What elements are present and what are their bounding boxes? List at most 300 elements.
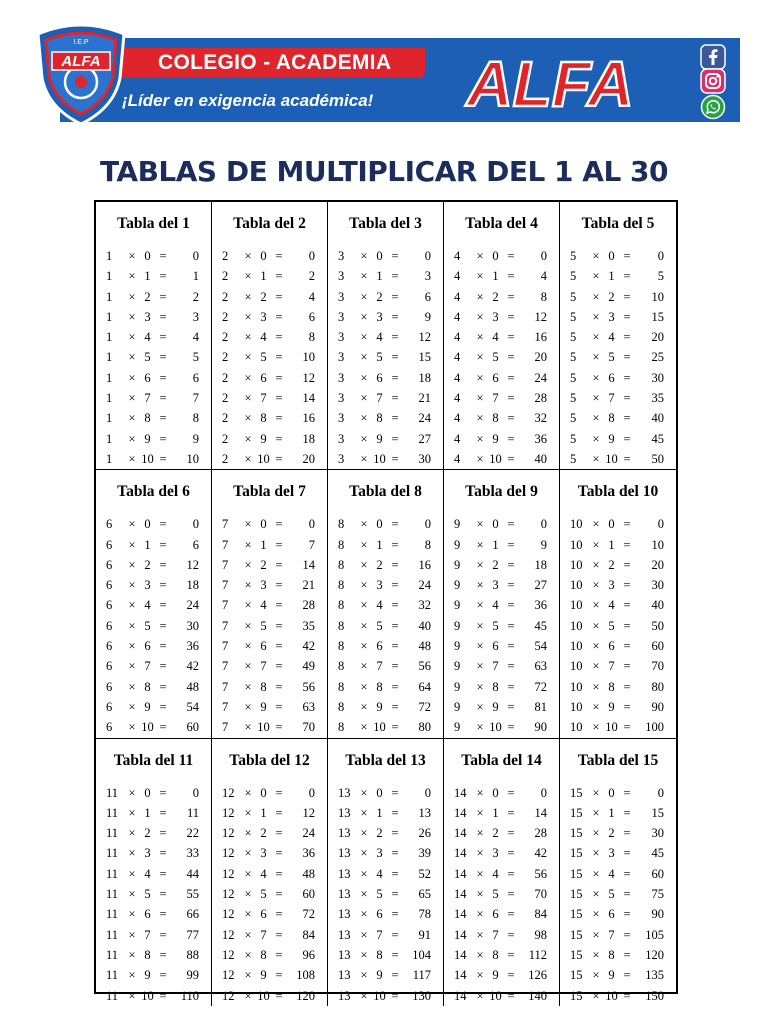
product: 22	[186, 826, 199, 841]
equals-sign: =	[623, 720, 631, 735]
multiplicand: 10	[570, 537, 583, 552]
multiplicand: 8	[338, 720, 345, 735]
equals-sign: =	[507, 947, 515, 962]
times-sign: ×	[476, 659, 484, 674]
equals-sign: =	[507, 907, 515, 922]
equals-sign: =	[391, 269, 399, 284]
table-row	[564, 449, 672, 469]
multiplier: 3	[144, 578, 151, 593]
times-sign: ×	[244, 846, 252, 861]
multiplier: 10	[373, 451, 386, 466]
product: 13	[418, 805, 431, 820]
product: 70	[651, 659, 664, 674]
equals-sign: =	[623, 249, 631, 263]
times-sign: ×	[128, 411, 136, 426]
times-sign: ×	[244, 557, 252, 572]
equals-sign: =	[275, 907, 283, 922]
multiplier: 2	[376, 289, 383, 304]
table-row	[100, 965, 207, 985]
table-row	[216, 555, 323, 575]
equals-sign: =	[275, 249, 283, 263]
product: 42	[534, 846, 547, 861]
product: 0	[192, 785, 199, 800]
multiplicand: 5	[570, 269, 577, 284]
equals-sign: =	[391, 846, 399, 861]
times-sign: ×	[476, 907, 484, 922]
multiplicand: 15	[570, 988, 583, 1003]
multiplier: 9	[144, 699, 151, 714]
equals-sign: =	[507, 391, 515, 406]
table-row	[332, 449, 439, 469]
times-sign: ×	[592, 947, 600, 962]
product: 33	[186, 846, 199, 861]
table-row	[448, 864, 555, 884]
equals-sign: =	[623, 947, 631, 962]
multiplicand: 13	[338, 927, 351, 942]
equals-sign: =	[507, 805, 515, 820]
table-row	[564, 307, 672, 327]
times-sign: ×	[360, 866, 368, 881]
table-row	[564, 266, 672, 286]
equals-sign: =	[507, 370, 515, 385]
multiplicand: 6	[106, 699, 113, 714]
product: 40	[651, 598, 664, 613]
times-sign: ×	[476, 639, 484, 654]
multiplicand: 3	[338, 309, 345, 324]
multiplier: 4	[608, 866, 615, 881]
multiplicand: 9	[454, 699, 461, 714]
multiplicand: 5	[570, 451, 577, 466]
multiplicand: 15	[570, 785, 583, 800]
times-sign: ×	[592, 269, 600, 284]
table-row	[216, 307, 323, 327]
equals-sign: =	[275, 289, 283, 304]
equals-sign: =	[507, 659, 515, 674]
multiplier: 8	[608, 411, 615, 426]
table-row	[100, 656, 207, 676]
table-block	[96, 202, 212, 470]
multiplicand: 10	[570, 659, 583, 674]
equals-sign: =	[159, 598, 167, 613]
table-row	[100, 449, 207, 469]
multiplicand: 1	[106, 309, 113, 324]
product: 54	[534, 639, 547, 654]
times-sign: ×	[476, 846, 484, 861]
table-row	[100, 408, 207, 428]
times-sign: ×	[360, 289, 368, 304]
equals-sign: =	[159, 370, 167, 385]
equals-sign: =	[507, 249, 515, 263]
multiplicand: 6	[106, 720, 113, 735]
multiplicand: 4	[454, 350, 461, 365]
table-row	[216, 986, 323, 1006]
multiplier: 7	[144, 927, 151, 942]
multiplicand: 4	[454, 269, 461, 284]
product: 30	[418, 451, 431, 466]
times-sign: ×	[128, 720, 136, 735]
times-sign: ×	[244, 947, 252, 962]
product: 32	[534, 411, 547, 426]
table-row	[100, 266, 207, 286]
product: 10	[302, 350, 315, 365]
table-row	[564, 656, 672, 676]
multiplier: 4	[260, 598, 267, 613]
whatsapp-icon[interactable]	[700, 94, 726, 120]
equals-sign: =	[275, 451, 283, 466]
multiplicand: 14	[454, 785, 467, 800]
equals-sign: =	[507, 618, 515, 633]
multiplier: 0	[608, 785, 615, 800]
table-row	[332, 677, 439, 697]
times-sign: ×	[128, 679, 136, 694]
equals-sign: =	[391, 785, 399, 800]
product: 60	[651, 639, 664, 654]
table-row	[448, 986, 555, 1006]
equals-sign: =	[275, 309, 283, 324]
product: 0	[192, 249, 199, 263]
multiplier: 4	[608, 598, 615, 613]
table-row	[332, 904, 439, 924]
table-row	[332, 697, 439, 717]
product: 9	[424, 309, 431, 324]
times-sign: ×	[244, 927, 252, 942]
instagram-icon[interactable]	[700, 68, 726, 94]
table-row	[564, 388, 672, 408]
table-row	[448, 535, 555, 555]
times-sign: ×	[128, 846, 136, 861]
multiplicand: 3	[338, 451, 345, 466]
product: 2	[308, 269, 315, 284]
multiplicand: 6	[106, 517, 113, 532]
multiplier: 4	[144, 330, 151, 345]
equals-sign: =	[507, 927, 515, 942]
product: 45	[651, 431, 664, 446]
product: 20	[651, 330, 664, 345]
multiplier: 10	[489, 720, 502, 735]
times-sign: ×	[360, 411, 368, 426]
table-row	[448, 266, 555, 286]
multiplier: 3	[260, 578, 267, 593]
product: 3	[424, 269, 431, 284]
equals-sign: =	[391, 249, 399, 263]
table-row	[100, 677, 207, 697]
product: 0	[540, 517, 547, 532]
times-sign: ×	[360, 451, 368, 466]
multiplicand: 7	[222, 517, 229, 532]
times-sign: ×	[128, 785, 136, 800]
equals-sign: =	[623, 350, 631, 365]
equals-sign: =	[507, 785, 515, 800]
table-row	[332, 783, 439, 803]
equals-sign: =	[159, 391, 167, 406]
table-row	[100, 535, 207, 555]
facebook-icon[interactable]	[700, 44, 726, 70]
product: 36	[534, 598, 547, 613]
equals-sign: =	[159, 968, 167, 983]
multiplier: 7	[608, 659, 615, 674]
times-sign: ×	[360, 826, 368, 841]
equals-sign: =	[159, 846, 167, 861]
times-sign: ×	[592, 988, 600, 1003]
times-sign: ×	[128, 537, 136, 552]
table-row	[332, 843, 439, 863]
table-row	[564, 575, 672, 595]
table-row	[332, 287, 439, 307]
multiplier: 5	[608, 350, 615, 365]
times-sign: ×	[592, 578, 600, 593]
equals-sign: =	[623, 269, 631, 284]
table-row	[448, 656, 555, 676]
multiplier: 6	[608, 907, 615, 922]
product: 20	[302, 451, 315, 466]
product: 7	[308, 537, 315, 552]
times-sign: ×	[128, 330, 136, 345]
times-sign: ×	[360, 887, 368, 902]
times-sign: ×	[360, 947, 368, 962]
product: 18	[418, 370, 431, 385]
table-row	[332, 388, 439, 408]
multiplier: 3	[144, 309, 151, 324]
multiplier: 10	[257, 720, 270, 735]
school-shield-logo	[28, 16, 134, 126]
product: 54	[186, 699, 199, 714]
times-sign: ×	[244, 639, 252, 654]
multiplicand: 9	[454, 598, 461, 613]
multiplier: 8	[608, 947, 615, 962]
table-title: Tabla del 15	[577, 751, 659, 769]
times-sign: ×	[592, 659, 600, 674]
table-row	[448, 904, 555, 924]
table-row	[216, 266, 323, 286]
alfa-brand-logo	[410, 48, 690, 118]
multiplicand: 1	[106, 451, 113, 466]
multiplier: 4	[376, 330, 383, 345]
product: 0	[540, 249, 547, 263]
multiplicand: 4	[454, 431, 461, 446]
table-row	[216, 327, 323, 347]
multiplier: 5	[260, 887, 267, 902]
equals-sign: =	[507, 431, 515, 446]
product: 10	[186, 451, 199, 466]
multiplicand: 8	[338, 699, 345, 714]
times-sign: ×	[128, 927, 136, 942]
product: 40	[651, 411, 664, 426]
equals-sign: =	[391, 598, 399, 613]
multiplicand: 14	[454, 826, 467, 841]
product: 0	[308, 785, 315, 800]
table-row	[216, 843, 323, 863]
multiplicand: 13	[338, 826, 351, 841]
multiplier: 8	[492, 947, 499, 962]
multiplicand: 15	[570, 846, 583, 861]
product: 6	[308, 309, 315, 324]
table-row	[100, 986, 207, 1006]
times-sign: ×	[592, 431, 600, 446]
multiplier: 0	[492, 785, 499, 800]
equals-sign: =	[391, 659, 399, 674]
times-sign: ×	[476, 451, 484, 466]
times-sign: ×	[244, 269, 252, 284]
multiplicand: 15	[570, 866, 583, 881]
multiplicand: 11	[106, 887, 119, 902]
product: 44	[186, 866, 199, 881]
times-sign: ×	[244, 805, 252, 820]
table-row	[564, 408, 672, 428]
times-sign: ×	[128, 988, 136, 1003]
product: 30	[186, 618, 199, 633]
equals-sign: =	[275, 557, 283, 572]
table-row	[216, 925, 323, 945]
equals-sign: =	[391, 988, 399, 1003]
times-sign: ×	[244, 618, 252, 633]
product: 8	[424, 537, 431, 552]
product: 28	[302, 598, 315, 613]
table-title: Tabla del 13	[345, 751, 426, 769]
product: 24	[302, 826, 315, 841]
times-sign: ×	[244, 249, 252, 263]
equals-sign: =	[507, 537, 515, 552]
multiplier: 8	[144, 411, 151, 426]
times-sign: ×	[128, 618, 136, 633]
equals-sign: =	[507, 887, 515, 902]
table-row	[332, 429, 439, 449]
times-sign: ×	[244, 699, 252, 714]
multiplier: 3	[608, 578, 615, 593]
multiplier: 0	[608, 517, 615, 532]
multiplicand: 12	[222, 887, 235, 902]
product: 70	[534, 887, 547, 902]
multiplier: 7	[144, 659, 151, 674]
multiplier: 8	[144, 947, 151, 962]
times-sign: ×	[592, 391, 600, 406]
multiplier: 3	[492, 578, 499, 593]
product: 14	[534, 805, 547, 820]
multiplier: 2	[492, 826, 499, 841]
multiplier: 7	[492, 391, 499, 406]
times-sign: ×	[128, 391, 136, 406]
times-sign: ×	[592, 249, 600, 263]
multiplicand: 13	[338, 866, 351, 881]
table-row	[564, 843, 672, 863]
product: 26	[418, 826, 431, 841]
product: 15	[418, 350, 431, 365]
table-row	[100, 429, 207, 449]
table-row	[564, 677, 672, 697]
times-sign: ×	[476, 431, 484, 446]
multiplicand: 7	[222, 679, 229, 694]
product: 30	[651, 578, 664, 593]
product: 12	[418, 330, 431, 345]
table-row	[564, 287, 672, 307]
multiplicand: 15	[570, 927, 583, 942]
multiplicand: 2	[222, 370, 229, 385]
multiplicand: 11	[106, 988, 119, 1003]
times-sign: ×	[476, 785, 484, 800]
multiplicand: 4	[454, 309, 461, 324]
table-row	[448, 783, 555, 803]
equals-sign: =	[275, 537, 283, 552]
product: 42	[186, 659, 199, 674]
multiplicand: 12	[222, 805, 235, 820]
multiplier: 7	[260, 659, 267, 674]
multiplicand: 1	[106, 391, 113, 406]
times-sign: ×	[244, 350, 252, 365]
product: 84	[302, 927, 315, 942]
times-sign: ×	[244, 517, 252, 532]
multiplier: 2	[260, 557, 267, 572]
equals-sign: =	[623, 699, 631, 714]
multiplicand: 15	[570, 805, 583, 820]
multiplier: 2	[492, 289, 499, 304]
table-row	[100, 925, 207, 945]
multiplicand: 7	[222, 598, 229, 613]
equals-sign: =	[623, 826, 631, 841]
equals-sign: =	[275, 947, 283, 962]
times-sign: ×	[476, 309, 484, 324]
table-row	[100, 636, 207, 656]
equals-sign: =	[507, 826, 515, 841]
multiplicand: 4	[454, 330, 461, 345]
multiplier: 7	[376, 927, 383, 942]
multiplier: 1	[492, 269, 499, 284]
product: 0	[424, 249, 431, 263]
multiplier: 2	[608, 826, 615, 841]
table-row	[448, 803, 555, 823]
times-sign: ×	[592, 785, 600, 800]
times-sign: ×	[128, 557, 136, 572]
times-sign: ×	[476, 988, 484, 1003]
table-row	[564, 884, 672, 904]
product: 60	[186, 720, 199, 735]
table-row	[100, 803, 207, 823]
times-sign: ×	[592, 537, 600, 552]
product: 24	[186, 598, 199, 613]
multiplier: 7	[608, 927, 615, 942]
multiplier: 8	[376, 411, 383, 426]
times-sign: ×	[360, 988, 368, 1003]
product: 24	[418, 411, 431, 426]
product: 72	[418, 699, 431, 714]
multiplicand: 4	[454, 249, 461, 263]
multiplicand: 11	[106, 785, 119, 800]
table-row	[448, 514, 555, 534]
multiplier: 3	[492, 309, 499, 324]
multiplier: 0	[492, 249, 499, 263]
times-sign: ×	[128, 866, 136, 881]
multiplicand: 4	[454, 451, 461, 466]
multiplier: 1	[260, 537, 267, 552]
multiplier: 7	[492, 927, 499, 942]
equals-sign: =	[623, 639, 631, 654]
multiplicand: 14	[454, 947, 467, 962]
product: 0	[308, 249, 315, 263]
times-sign: ×	[592, 411, 600, 426]
times-sign: ×	[476, 947, 484, 962]
multiplicand: 13	[338, 907, 351, 922]
product: 40	[418, 618, 431, 633]
table-row	[564, 904, 672, 924]
equals-sign: =	[159, 517, 167, 532]
equals-sign: =	[159, 720, 167, 735]
multiplicand: 7	[222, 699, 229, 714]
multiplier: 1	[144, 805, 151, 820]
equals-sign: =	[623, 557, 631, 572]
times-sign: ×	[360, 805, 368, 820]
table-row	[332, 864, 439, 884]
table-row	[216, 823, 323, 843]
multiplicand: 7	[222, 618, 229, 633]
multiplier: 5	[144, 350, 151, 365]
